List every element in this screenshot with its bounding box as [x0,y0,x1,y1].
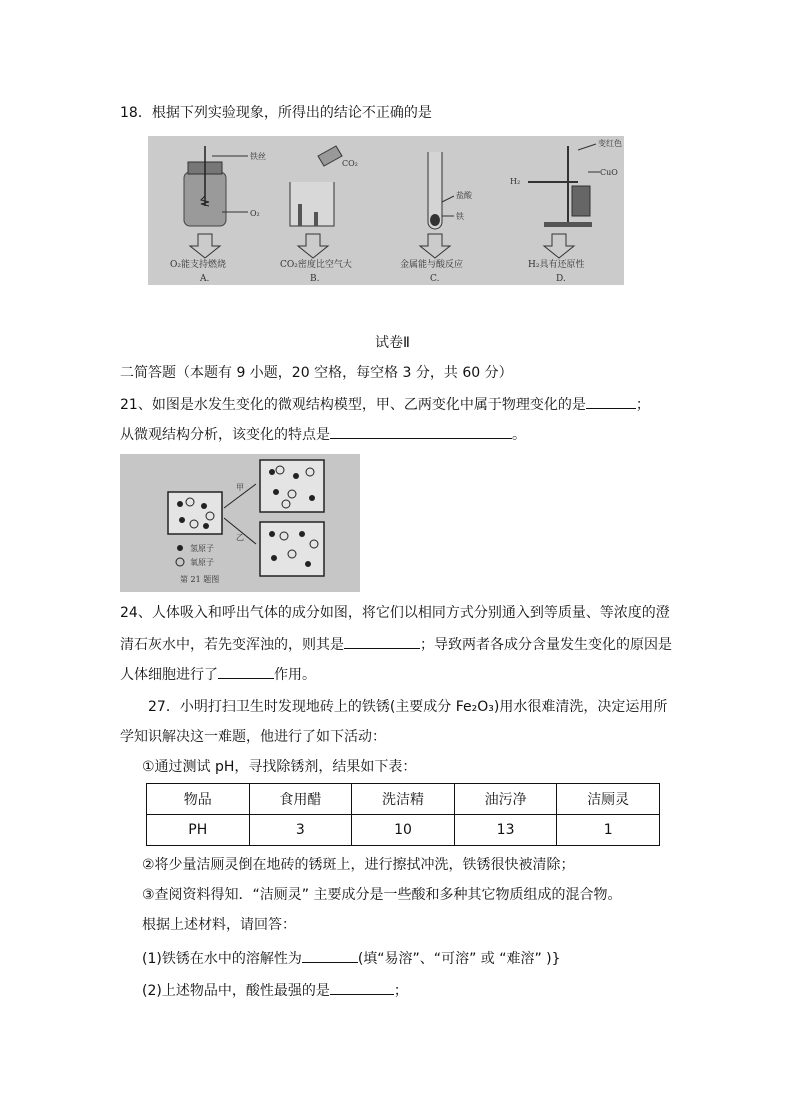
figure-21-caption: 第 21 题图 [180,575,220,584]
d-label-h2: H₂ [510,177,521,186]
legend-hydrogen: 氢原子 [190,544,214,553]
a-caption: O₂能支持燃烧 [170,260,226,270]
q27-line2: 学知识解决这一难题，他进行了如下活动： [120,729,386,745]
q21-line1-end: ； [635,397,650,413]
arrow-label-jia: 甲 [236,483,244,492]
c-letter: C. [430,274,440,284]
d-letter: D. [556,274,566,284]
q24-text-3b: 作用。 [274,667,316,683]
q27-step3: ③查阅资料得知．“洁厕灵” 主要成分是一些酸和多种其它物质组成的混合物。 [142,887,622,903]
table-header-cell: 食用醋 [249,784,352,815]
table-cell: 1 [557,815,660,846]
arrow-label-yi: 乙 [236,533,244,542]
q27-sub1-text: (1)铁锈在水中的溶解性为 [142,951,302,967]
d-label-cuo: CuO [600,168,618,177]
q27-sub1-hint: (填“易溶”、“可溶” 或 “难溶” )} [357,951,561,967]
q21-line1 [120,393,650,415]
table-cell: 10 [352,815,455,846]
q21-text-2: 从微观结构分析，该变化的特点是 [120,427,330,443]
q21-line2 [120,423,526,445]
q27-answer-blank-1[interactable] [302,947,358,963]
q21-answer-blank-2[interactable] [330,423,512,439]
q24-text-2a: 清石灰水中，若先变浑浊的，则其是 [120,637,344,653]
table-cell: 3 [249,815,352,846]
section-heading: 二简答题（本题有 9 小题，20 空格，每空格 3 分，共 60 分） [120,365,513,381]
ph-results-table [146,783,660,846]
paper-ii-title: 试卷Ⅱ [375,335,410,351]
table-header-cell: 油污净 [454,784,557,815]
b-label-co2: CO₂ [342,159,358,168]
q18-experiment-figure [148,136,624,285]
q24-answer-blank-1[interactable] [344,633,420,649]
a-label-iron-wire: 铁丝 [250,152,266,161]
q21-text-1: 21、如图是水发生变化的微观结构模型，甲、乙两变化中属于物理变化的是 [120,397,586,413]
c-caption: 金属能与酸反应 [400,260,464,270]
table-cell: 13 [454,815,557,846]
q24-text-3a: 人体细胞进行了 [120,667,218,683]
q27-step1: ①通过测试 pH，寻找除锈剂，结果如下表： [142,759,417,775]
q27-answer-blank-2[interactable] [330,979,394,995]
d-caption: H₂具有还原性 [528,260,585,270]
q24-line2 [120,633,672,655]
q27-line1: 27．小明打扫卫生时发现地砖上的铁锈(主要成分 Fe₂O₃)用水很难清洗，决定运用所 [148,699,668,715]
legend-oxygen: 氧原子 [190,558,214,567]
a-label-o2: O₂ [250,209,260,218]
q27-sub1 [142,947,561,969]
q27-sub2-end: ； [393,983,408,999]
q21-line2-end: 。 [512,427,526,443]
hydrogen-atom-icon [177,545,183,551]
table-row [147,815,660,846]
q18-text: 18．根据下列实验现象，所得出的结论不正确的是 [120,105,432,121]
q21-molecule-figure [120,454,360,592]
q24-line1: 24、人体吸入和呼出气体的成分如图，将它们以相同方式分别通入到等质量、等浓度的澄 [120,605,670,621]
a-letter: A. [200,274,210,284]
table-cell: PH [147,815,250,846]
q27-sub2 [142,979,408,1001]
q27-prompt: 根据上述材料，请回答： [142,917,296,933]
q24-answer-blank-2[interactable] [218,663,274,679]
b-letter: B. [310,274,320,284]
table-header-cell: 洁厕灵 [557,784,660,815]
q24-text-2b: ；导致两者各成分含量发生变化的原因是 [420,637,672,653]
q24-line3 [120,663,316,685]
c-label-iron: 铁 [456,212,464,221]
table-header-cell: 洗洁精 [352,784,455,815]
table-header-row [147,784,660,815]
d-label-red: 变红色 [598,139,622,148]
b-caption: CO₂密度比空气大 [280,260,352,270]
q27-sub2-text: (2)上述物品中，酸性最强的是 [142,983,330,999]
q27-step2: ②将少量洁厕灵倒在地砖的锈斑上，进行擦拭冲洗，铁锈很快被清除； [142,857,575,873]
c-label-acid: 盐酸 [456,191,472,200]
q21-answer-blank-1[interactable] [586,393,636,409]
table-header-cell: 物品 [147,784,250,815]
